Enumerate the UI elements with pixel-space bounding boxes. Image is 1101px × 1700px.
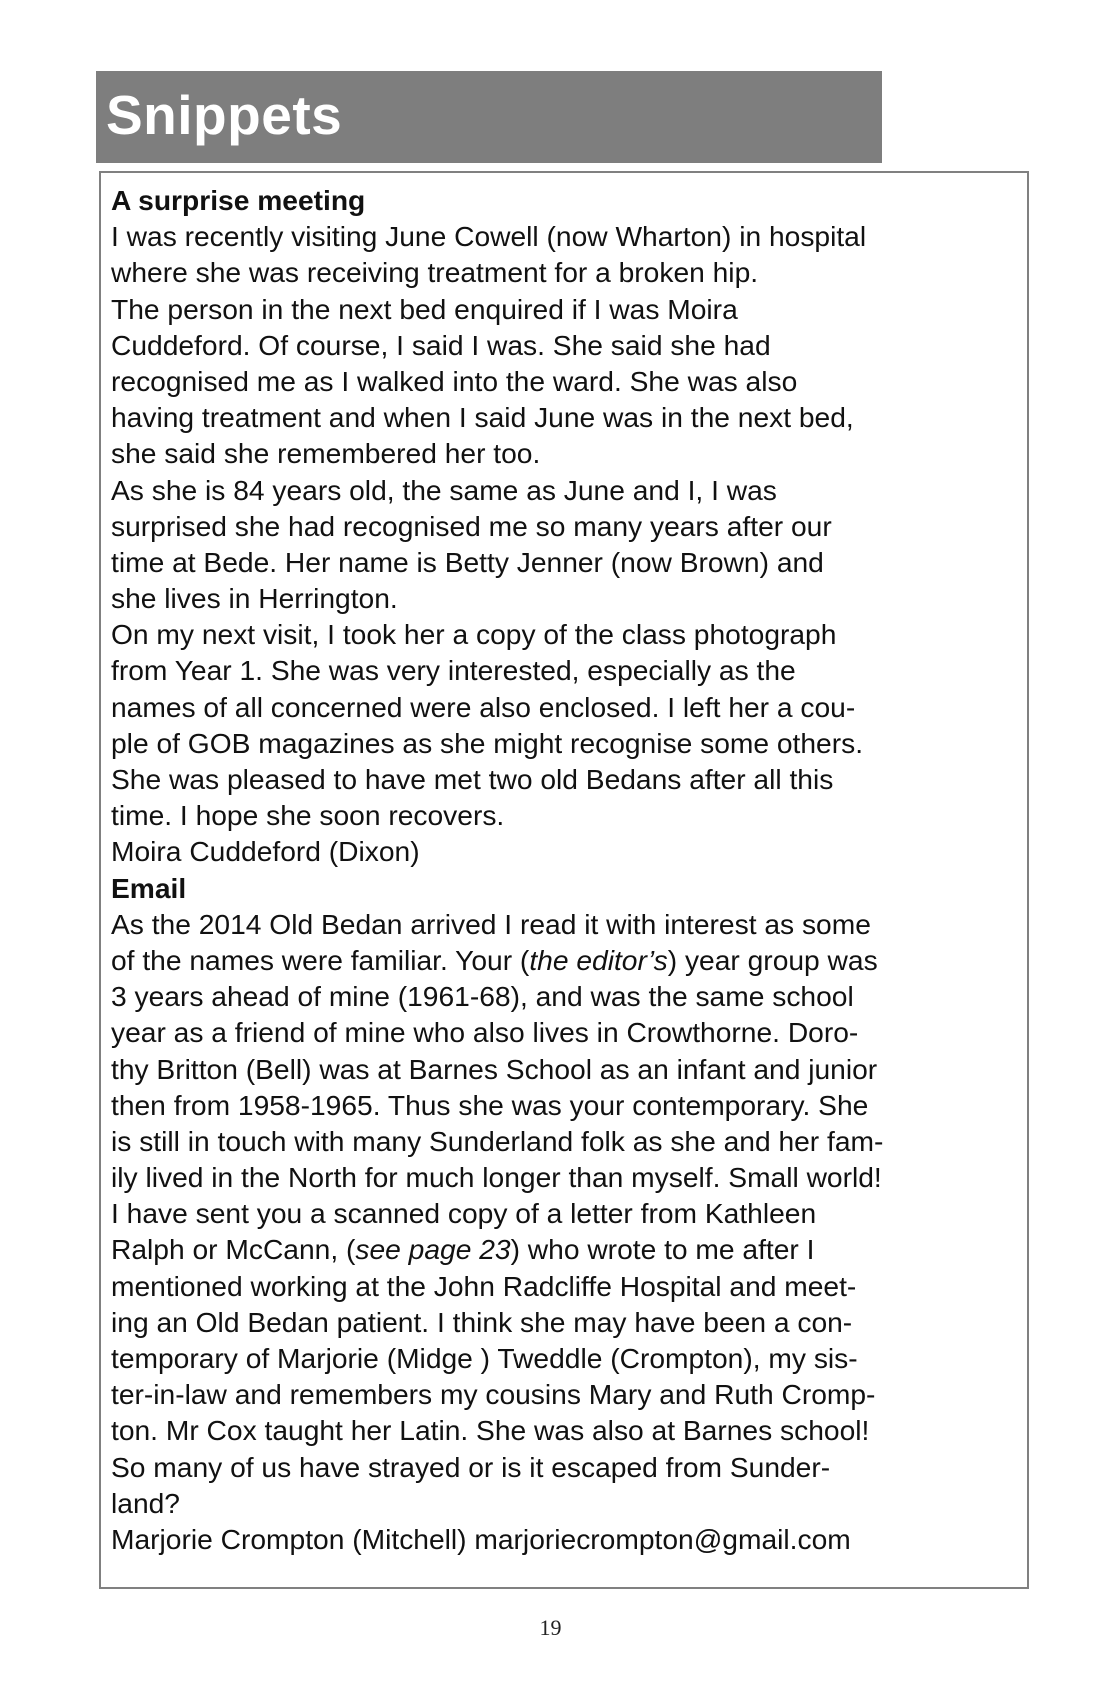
article2-line: I have sent you a scanned copy of a letter from Kathleen — [111, 1197, 817, 1230]
article1-line: On my next visit, I took her a copy of the class photograph — [111, 618, 837, 651]
article1-line: she lives in Herrington. — [111, 582, 398, 615]
article1-line: names of all concerned were also enclosed. I left her a cou- — [111, 690, 856, 723]
text-segment: Ralph or McCann, ( — [111, 1233, 356, 1266]
section-title: Snippets — [106, 84, 343, 146]
article2-line: land? — [111, 1486, 180, 1519]
article1-line: As she is 84 years old, the same as June and I, I was — [111, 473, 777, 506]
article2-line: temporary of Marjorie (Midge ) Tweddle (Crompton), my sis- — [111, 1342, 858, 1374]
article2-line: 3 years ahead of mine (1961-68), and was the same school — [111, 980, 854, 1013]
article1-line: where she was receiving treatment for a broken hip. — [111, 256, 759, 289]
article1-line: ple of GOB magazines as she might recognise some others. — [111, 726, 864, 759]
content-box — [99, 171, 1029, 1589]
article1-line: I was recently visiting June Cowell (now Wharton) in hospital — [111, 220, 867, 253]
article1-line: recognised me as I walked into the ward. She was also — [111, 364, 798, 397]
article1-line: Cuddeford. Of course, I said I was. She said she had — [111, 328, 771, 361]
article2-line — [111, 942, 1019, 978]
article2-line: ily lived in the North for much longer than myself. Small world! — [111, 1161, 882, 1194]
article2-line: mentioned working at the John Radcliffe Hospital and meet- — [111, 1269, 857, 1302]
section-header-band — [96, 71, 882, 163]
article1-line: having treatment and when I said June was in the next bed, — [111, 401, 854, 434]
article2-line: ing an Old Bedan patient. I think she may have been a con- — [111, 1305, 853, 1338]
article1-line: The person in the next bed enquired if I was Moira — [111, 292, 738, 325]
italic-text-segment: see page 23 — [355, 1233, 511, 1266]
text-segment: of the names were familiar. Your ( — [111, 943, 530, 976]
article2-line: ton. Mr Cox taught her Latin. She was also at Barnes school! — [111, 1414, 870, 1447]
article2-line: year as a friend of mine who also lives in Crowthorne. Doro- — [111, 1016, 859, 1049]
text-segment: ) year group was — [667, 943, 878, 976]
article1-line: She was pleased to have met two old Bedans after all this — [111, 763, 834, 795]
article1-line: from Year 1. She was very interested, especially as the — [111, 654, 796, 687]
article1-signature: Moira Cuddeford (Dixon) — [111, 835, 420, 868]
article2-line — [111, 1231, 1019, 1267]
article1-line: she said she remembered her too. — [111, 437, 541, 470]
article2-signature: Marjorie Crompton (Mitchell) marjoriecrompton@gmail.com — [111, 1522, 851, 1555]
text-segment: ) who wrote to me after I — [510, 1233, 815, 1266]
article2-line: ter-in-law and remembers my cousins Mary and Ruth Cromp- — [111, 1378, 876, 1411]
article2-line: thy Britton (Bell) was at Barnes School as an infant and junior — [111, 1052, 878, 1085]
page-number: 19 — [539, 1615, 562, 1640]
italic-text-segment: the editor’s — [529, 943, 668, 976]
article-heading-email: Email — [111, 871, 187, 904]
article1-line: time. I hope she soon recovers. — [111, 799, 505, 832]
article-heading-surprise-meeting: A surprise meeting — [111, 184, 366, 216]
article2-line: is still in touch with many Sunderland folk as she and her fam- — [111, 1124, 884, 1157]
article1-line: surprised she had recognised me so many years after our — [111, 509, 832, 542]
article2-line: then from 1958-1965. Thus she was your contemporary. She — [111, 1088, 869, 1121]
article2-line: So many of us have strayed or is it escaped from Sunder- — [111, 1450, 831, 1483]
article2-line: As the 2014 Old Bedan arrived I read it with interest as some — [111, 907, 871, 940]
article1-line: time at Bede. Her name is Betty Jenner (now Brown) and — [111, 545, 824, 578]
